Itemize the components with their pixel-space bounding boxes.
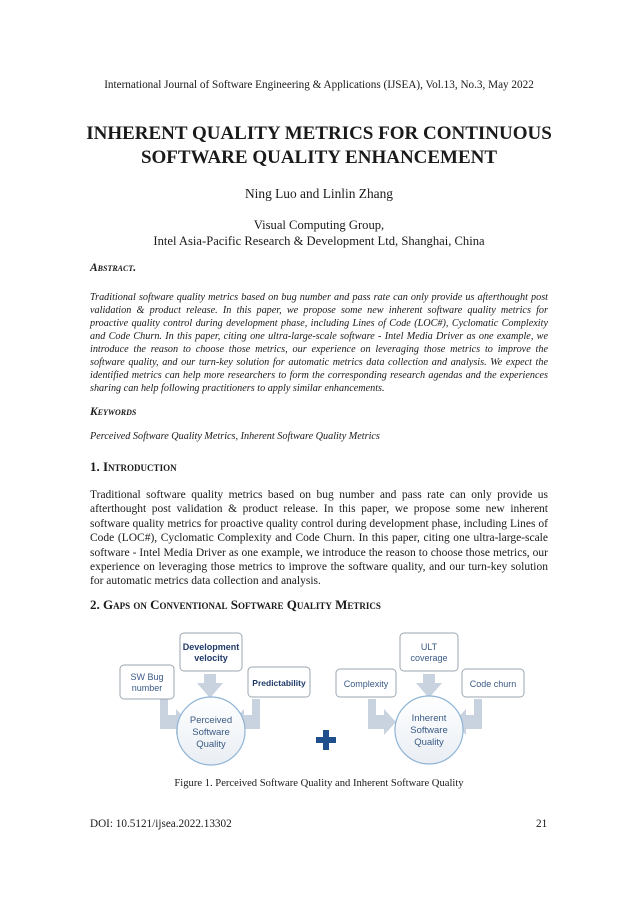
label-sw-bug-2: number [131,683,163,693]
arrow-ult-coverage [416,674,442,698]
section-1-heading: 1. Introduction [90,459,177,474]
label-ult-2: coverage [410,653,448,663]
abstract-text: Traditional software quality metrics based on bug number and pass rate can only provide us afterthought post validation & product release. In this paper, we propose some new inherent software quality metrics for proactive quality control during development phase, including Lines of Code (LOC#), Cyclomatic Complexity and Code Churn. In this paper, citing one ultra-large-scale software - Intel Media Driver as one example, we introduce the reason to choose those metrics, our experience on leveraging those metrics to improve the software quality, and our turn-key solution for automatic metrics data collection and analysis. We expect the identified metrics can help more researchers to form the corresponding research agendas and the experiences sharing can help following practitioners to apply similar enhancements. [90,292,548,394]
journal-header: International Journal of Software Engineering & Applications (IJSEA), Vol.13, No.3, May 2022 [104,79,534,91]
box-sw-bug [120,665,174,699]
box-dev-velocity [180,633,242,671]
label-code-churn: Code churn [469,679,517,689]
label-perceived-1: Perceived [189,715,233,726]
label-complexity: Complexity [343,679,389,689]
figure-1-diagram [110,627,530,767]
label-perceived-3: Quality [196,739,226,750]
section-2-heading: 2. Gaps on Conventional Software Quality Metrics [90,597,381,612]
arrow-dev-velocity [197,674,223,698]
keywords-text: Perceived Software Quality Metrics, Inherent Software Quality Metrics [90,431,380,442]
label-dev-velocity-2: velocity [194,653,228,663]
box-ult-coverage [400,633,458,671]
paper-title [40,122,598,170]
page-number: 21 [536,818,548,830]
abstract-heading: Abstract. [90,262,137,274]
section-1-text: Traditional software quality metrics based on bug number and pass rate can only provide us afterthought post validation & product release. In this paper, we propose some new inherent software quality metrics for proactive quality control during development phase, including Lines of Code (LOC#), Cyclomatic Complexity and Code Churn. In this paper, citing one ultra-large-scale software - Intel Media Driver as one example, we introduce the reason to choose those metrics, our experience on leveraging those metrics to improve the software quality, and our turn-key solution for automatic metrics data collection and analysis. [90,489,548,588]
doi: DOI: 10.5121/ijsea.2022.13302 [90,818,232,830]
arrow-complexity [368,699,396,735]
keywords-heading: Keywords [90,406,137,418]
label-inherent-1: Inherent [411,713,447,724]
title-line-1: INHERENT QUALITY METRICS FOR CONTINUOUS [86,123,552,144]
label-sw-bug-1: SW Bug [130,672,164,682]
affiliation-line-1: Visual Computing Group, [253,218,385,232]
plus-icon [316,730,336,750]
title-line-2: SOFTWARE QUALITY ENHANCEMENT [140,147,498,168]
label-dev-velocity-1: Development [182,642,240,652]
label-ult-1: ULT [420,642,438,652]
authors: Ning Luo and Linlin Zhang [244,186,394,201]
affiliation-line-2: Intel Asia-Pacific Research & Development Ltd, Shanghai, China [153,234,485,248]
label-perceived-2: Software [192,727,230,738]
label-predictability: Predictability [252,678,306,688]
figure-1-caption: Figure 1. Perceived Software Quality and Inherent Software Quality [174,778,464,789]
label-inherent-2: Software [410,725,448,736]
affiliation [0,217,638,249]
label-inherent-3: Quality [414,737,444,748]
